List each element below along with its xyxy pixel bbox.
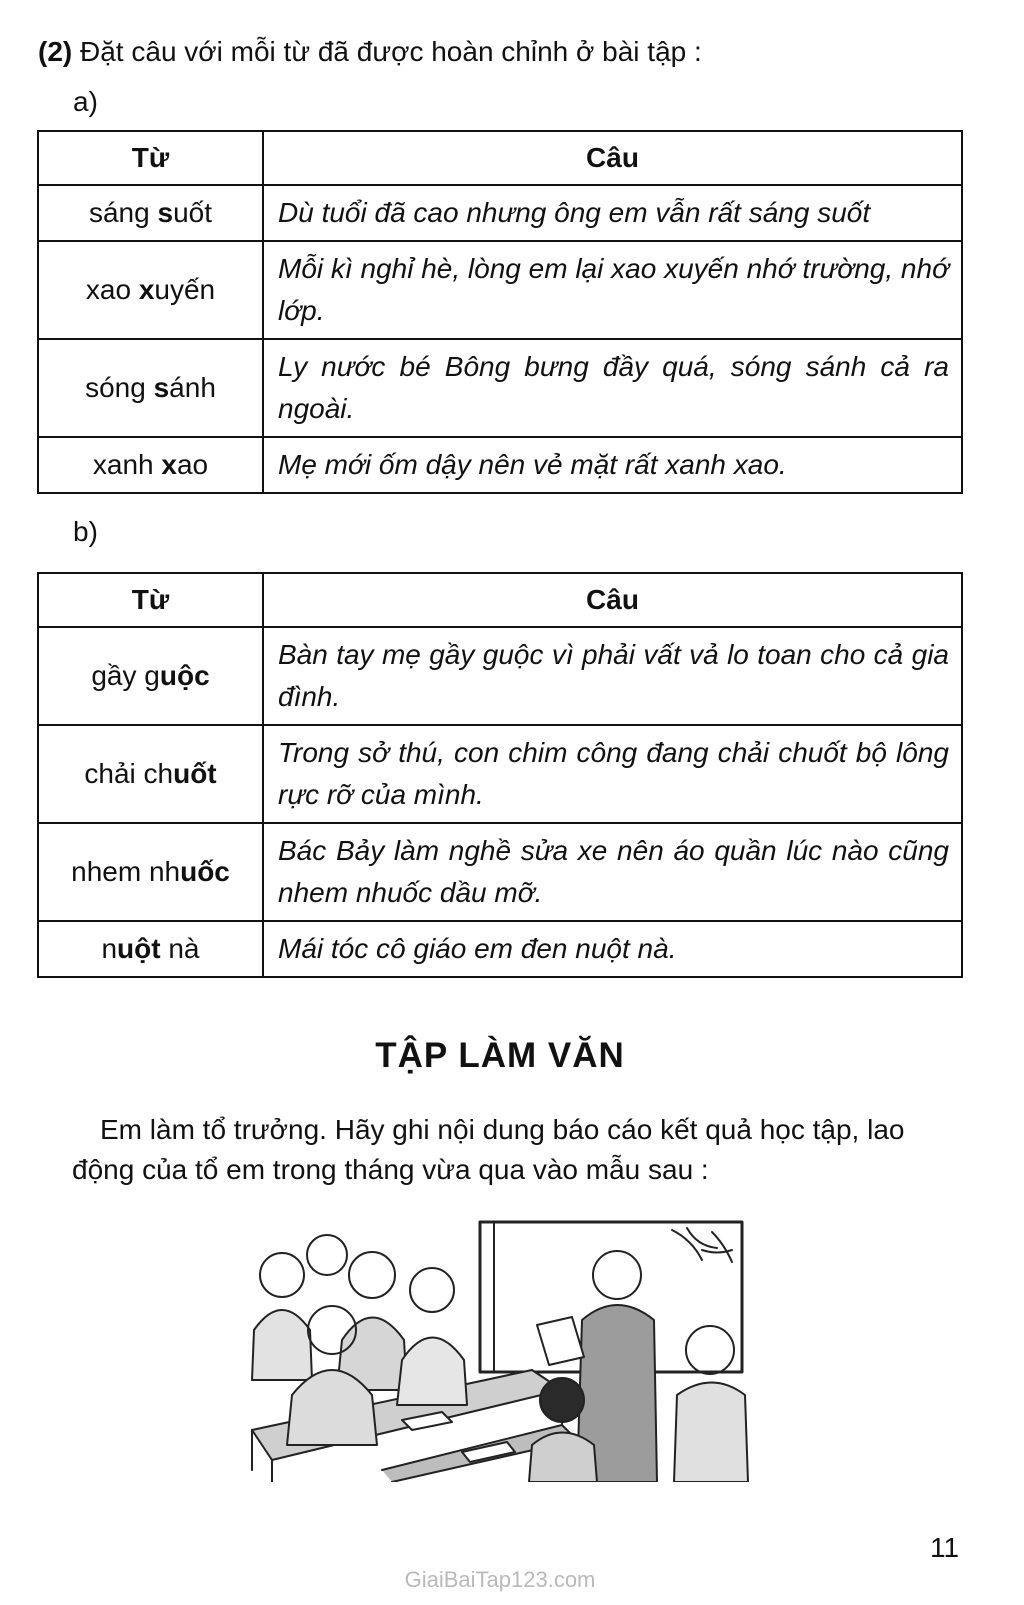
header-sentence: Câu xyxy=(263,131,962,185)
exercise-number: (2) xyxy=(38,36,73,67)
section-title: TẬP LÀM VĂN xyxy=(375,1036,625,1075)
table-row xyxy=(38,241,962,339)
header-sentence: Câu xyxy=(263,573,962,627)
sentence-cell: Trong sở thú, con chim công đang chải chuốt bộ lông rực rỡ của mình. xyxy=(263,725,962,823)
header-word: Từ xyxy=(38,131,263,185)
page-number: 11 xyxy=(930,1532,960,1563)
table-row xyxy=(38,339,962,437)
word-cell: nuột nà xyxy=(38,921,263,977)
exercise-text: Đặt câu với mỗi từ đã được hoàn chỉnh ở bài tập : xyxy=(80,36,702,67)
sentence-cell: Dù tuổi đã cao nhưng ông em vẫn rất sáng suốt xyxy=(263,185,962,241)
table-row xyxy=(38,437,962,493)
table-row xyxy=(38,627,962,725)
word-cell: xao xuyến xyxy=(38,241,263,339)
word-cell: sóng sánh xyxy=(38,339,263,437)
word-cell: chải chuốt xyxy=(38,725,263,823)
table-row xyxy=(38,921,962,977)
word-cell: sáng suốt xyxy=(38,185,263,241)
part-b-label: b) xyxy=(73,516,98,547)
word-cell: nhem nhuốc xyxy=(38,823,263,921)
table-row xyxy=(38,823,962,921)
header-word: Từ xyxy=(38,573,263,627)
word-cell: gầy guộc xyxy=(38,627,263,725)
table-row xyxy=(38,185,962,241)
section-paragraph: Em làm tổ trưởng. Hãy ghi nội dung báo cáo kết quả học tập, lao động của tổ em trong tháng vừa qua vào mẫu sau : xyxy=(72,1114,905,1185)
sentence-cell: Mẹ mới ốm dậy nên vẻ mặt rất xanh xao. xyxy=(263,437,962,493)
table-part-b xyxy=(37,572,963,978)
sentence-cell: Mái tóc cô giáo em đen nuột nà. xyxy=(263,921,962,977)
sentence-cell: Bàn tay mẹ gầy guộc vì phải vất vả lo toan cho cả gia đình. xyxy=(263,627,962,725)
table-part-a xyxy=(37,130,963,494)
table-header xyxy=(38,131,962,185)
sentence-cell: Ly nước bé Bông bưng đầy quá, sóng sánh cả ra ngoài. xyxy=(263,339,962,437)
watermark: GiaiBaiTap123.com xyxy=(404,1567,596,1592)
sentence-cell: Bác Bảy làm nghề sửa xe nên áo quần lúc nào cũng nhem nhuốc dầu mỡ. xyxy=(263,823,962,921)
sentence-cell: Mỗi kì nghỉ hè, lòng em lại xao xuyến nhớ trường, nhớ lớp. xyxy=(263,241,962,339)
exercise-instruction xyxy=(38,36,702,68)
part-a-label: a) xyxy=(73,86,98,117)
word-cell: xanh xao xyxy=(38,437,263,493)
classroom-illustration xyxy=(232,1220,752,1482)
table-header xyxy=(38,573,962,627)
table-row xyxy=(38,725,962,823)
